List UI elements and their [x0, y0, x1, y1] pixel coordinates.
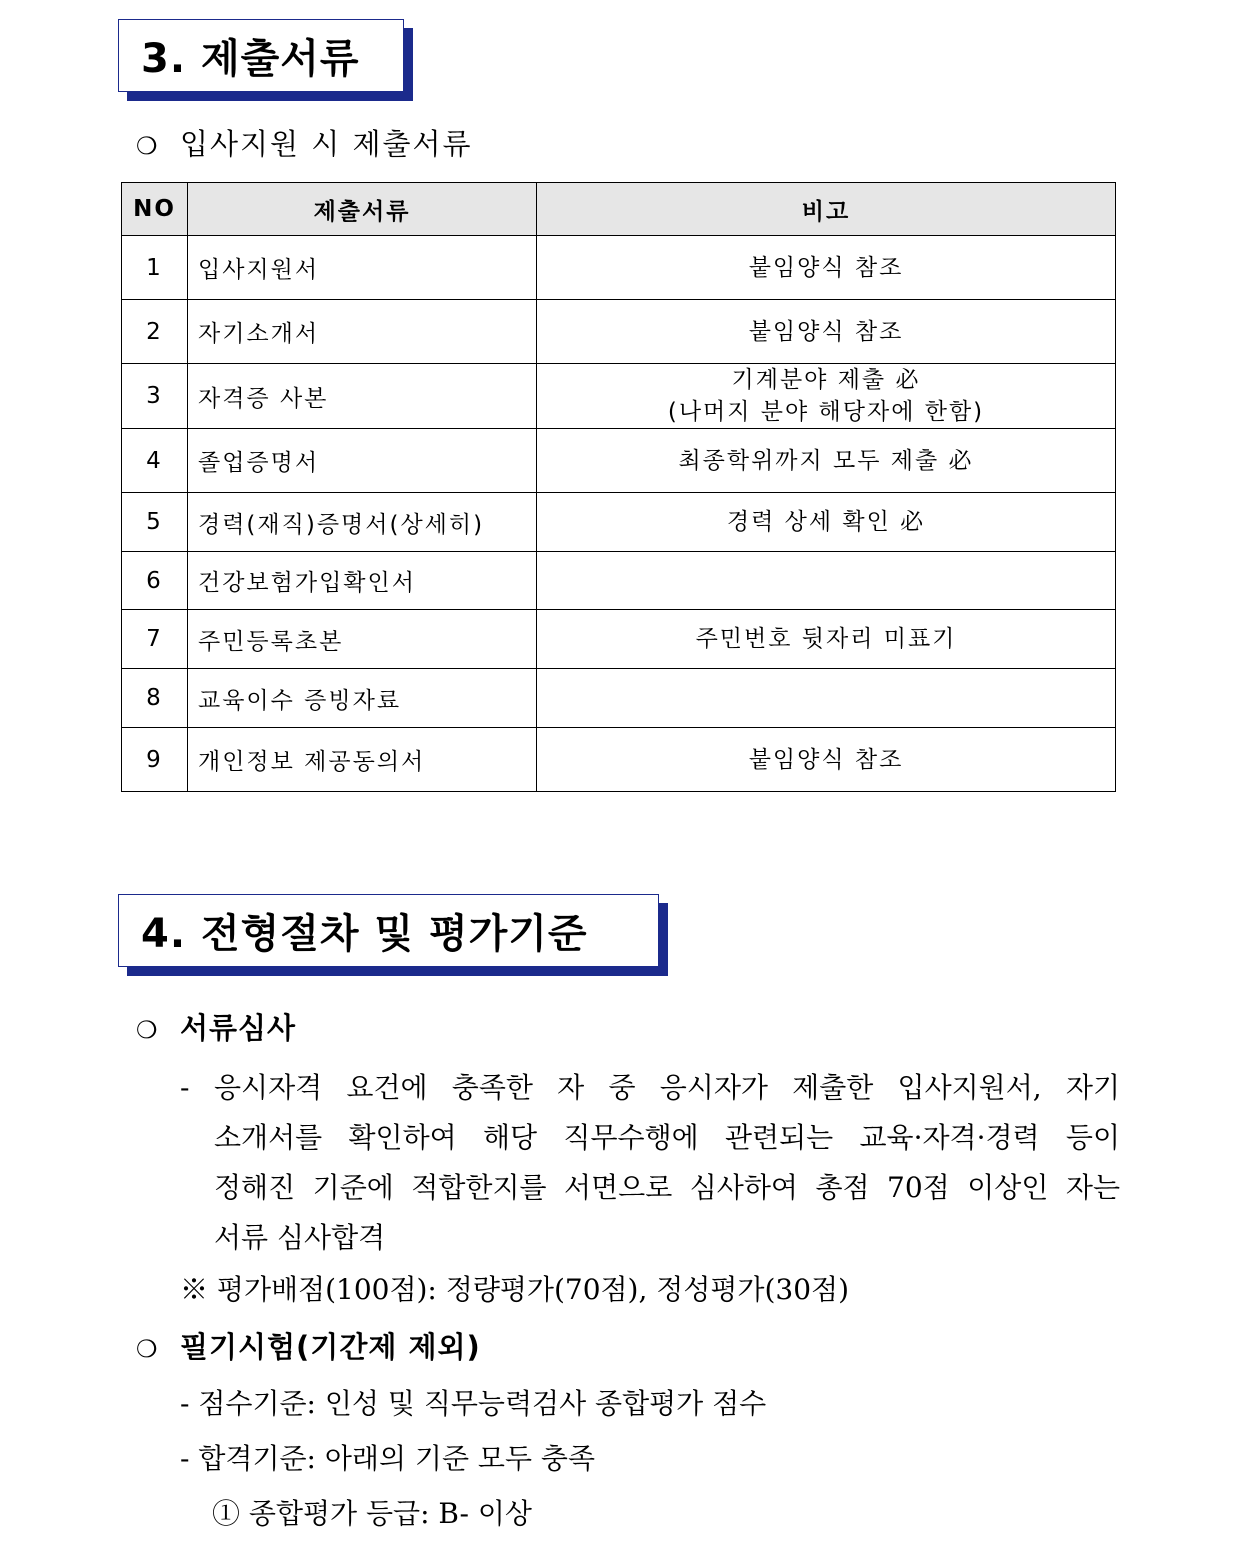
- section-4-title: 4. 전형절차 및 평가기준: [141, 911, 588, 957]
- row-document: 주민등록초본: [188, 610, 537, 669]
- table-row: [122, 364, 1116, 429]
- row-no: 2: [122, 300, 188, 364]
- row-document: 건강보험가입확인서: [188, 552, 537, 610]
- row-no: 5: [122, 493, 188, 552]
- paragraph-line-text: 정해진 기준에 적합한지를 서면으로 심사하여 총점 70점 이상인 자는: [214, 1171, 1120, 1204]
- section-3-title: 3. 제출서류: [141, 36, 360, 82]
- table-row: [122, 493, 1116, 552]
- row-note: 붙임양식 참조: [537, 236, 1116, 300]
- header-document: 제출서류: [188, 183, 537, 236]
- header-note: 비고: [537, 183, 1116, 236]
- row-note: 주민번호 뒷자리 미표기: [537, 610, 1116, 669]
- row-note: [537, 669, 1116, 728]
- table-row: [122, 429, 1116, 493]
- paragraph-line: [180, 1163, 1120, 1213]
- row-no: 1: [122, 236, 188, 300]
- subhead-text: 입사지원 시 제출서류: [180, 127, 473, 161]
- row-note: 경력 상세 확인 必: [537, 493, 1116, 552]
- paragraph-line: [180, 1113, 1120, 1163]
- section-3-header: [118, 19, 404, 92]
- table-row: [122, 300, 1116, 364]
- row-note: 붙임양식 참조: [537, 300, 1116, 364]
- row-no: 8: [122, 669, 188, 728]
- doc-review-heading: [136, 1006, 296, 1047]
- row-note: 붙임양식 참조: [537, 728, 1116, 792]
- row-document: 교육이수 증빙자료: [188, 669, 537, 728]
- table-header-row: [122, 183, 1116, 236]
- table-row: [122, 552, 1116, 610]
- score-note: ※ 평가배점(100점): 정량평가(70점), 정성평가(30점): [180, 1273, 850, 1306]
- paragraph-line-text: 소개서를 확인하여 해당 직무수행에 관련되는 교육·자격·경력 등이: [214, 1121, 1120, 1154]
- header-no: NO: [122, 183, 188, 236]
- dash-bullet: -: [180, 1071, 190, 1104]
- circle-bullet-icon: ❍: [136, 1335, 159, 1363]
- paragraph-line-text: 응시자격 요건에 충족한 자 중 응시자가 제출한 입사지원서, 자기: [214, 1071, 1120, 1104]
- paragraph-line: [180, 1063, 1120, 1113]
- written-exam-sub-item: ① 종합평가 등급: B- 이상: [212, 1497, 532, 1530]
- table-row: [122, 669, 1116, 728]
- written-exam-heading: [136, 1325, 481, 1366]
- row-no: 6: [122, 552, 188, 610]
- table-row: [122, 236, 1116, 300]
- row-no: 4: [122, 429, 188, 493]
- section-3-subhead: [136, 122, 473, 163]
- row-document: 경력(재직)증명서(상세히): [188, 493, 537, 552]
- section-4-header: [118, 894, 659, 967]
- row-note-line-2: (나머지 분야 해당자에 한함): [667, 399, 985, 425]
- paragraph-line-text: 서류 심사합격: [214, 1221, 386, 1254]
- written-exam-item: - 점수기준: 인성 및 직무능력검사 종합평가 점수: [180, 1387, 767, 1420]
- row-document: 자격증 사본: [188, 364, 537, 429]
- row-no: 7: [122, 610, 188, 669]
- doc-review-paragraph: [180, 1063, 1120, 1263]
- doc-review-heading-text: 서류심사: [180, 1011, 297, 1045]
- paragraph-line: [180, 1213, 1120, 1263]
- row-note-line-1: 기계분야 제출 必: [731, 367, 921, 393]
- written-exam-heading-text: 필기시험(기간제 제외): [180, 1330, 481, 1364]
- row-no: 3: [122, 364, 188, 429]
- table-row: [122, 610, 1116, 669]
- row-document: 개인정보 제공동의서: [188, 728, 537, 792]
- row-document: 자기소개서: [188, 300, 537, 364]
- row-document: 입사지원서: [188, 236, 537, 300]
- circle-bullet-icon: ❍: [136, 132, 160, 160]
- row-note: 최종학위까지 모두 제출 必: [537, 429, 1116, 493]
- documents-table: [121, 182, 1116, 792]
- written-exam-item: - 합격기준: 아래의 기준 모두 충족: [180, 1442, 596, 1475]
- circle-bullet-icon: ❍: [136, 1016, 159, 1044]
- table-row: [122, 728, 1116, 792]
- row-note: [537, 364, 1116, 429]
- row-no: 9: [122, 728, 188, 792]
- row-document: 졸업증명서: [188, 429, 537, 493]
- row-note: [537, 552, 1116, 610]
